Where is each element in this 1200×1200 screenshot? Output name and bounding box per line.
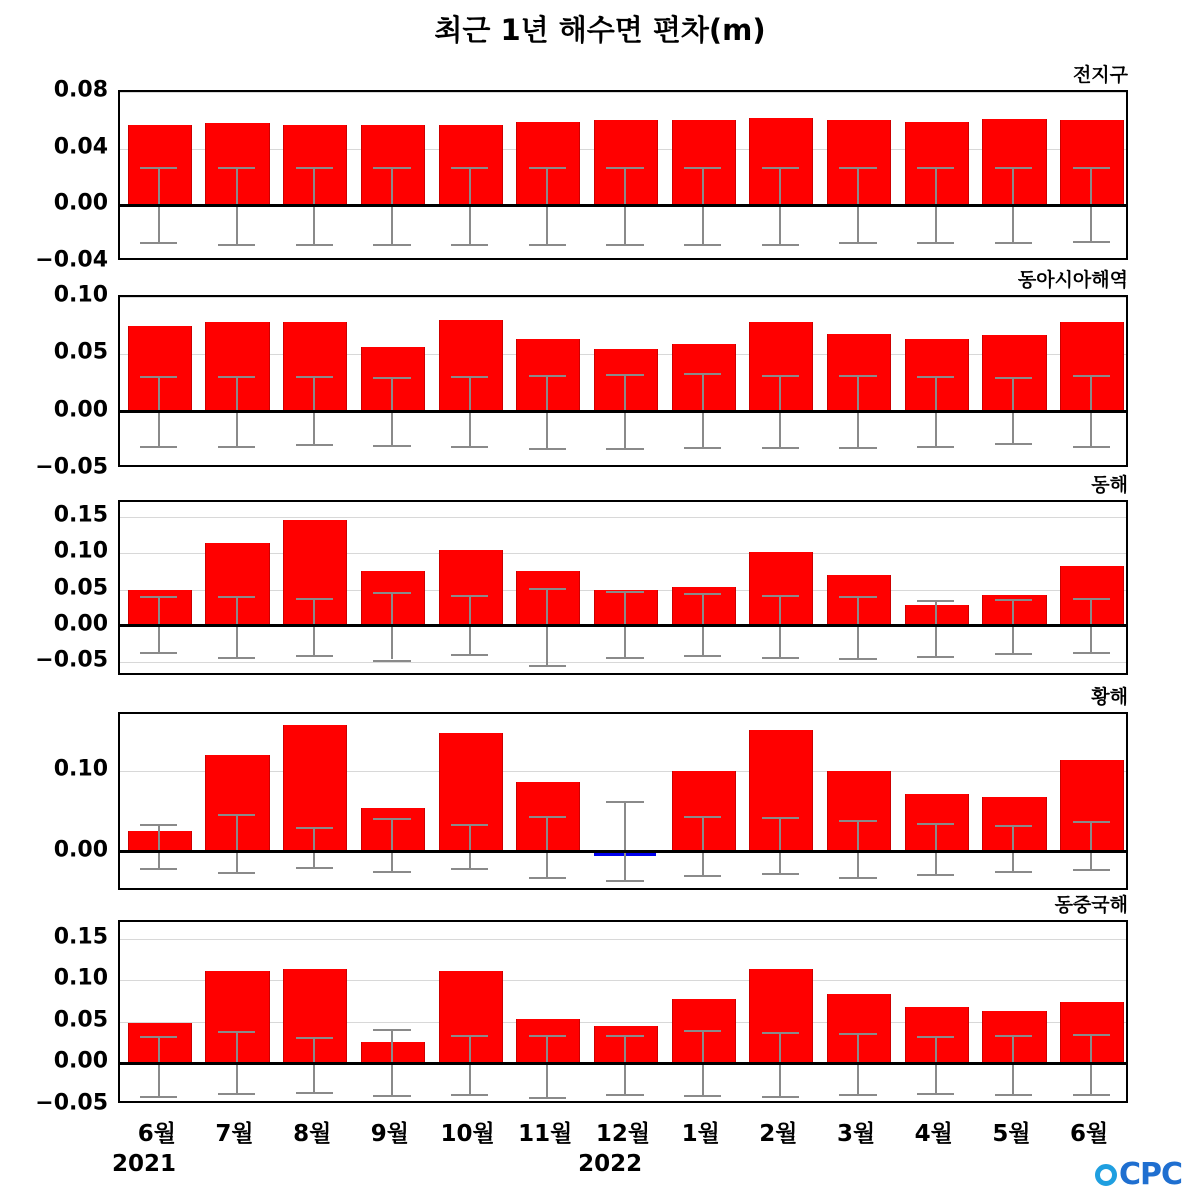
error-bar <box>158 824 160 868</box>
error-cap <box>684 447 721 449</box>
y-tick-label: 0.10 <box>53 538 108 564</box>
error-cap <box>218 1093 255 1095</box>
error-cap <box>451 167 488 169</box>
error-cap <box>684 1030 721 1032</box>
zero-line <box>120 1062 1126 1065</box>
error-bar <box>236 814 238 871</box>
gridline <box>120 1022 1126 1023</box>
error-cap <box>529 375 566 377</box>
error-cap <box>218 657 255 659</box>
error-cap <box>762 817 799 819</box>
error-cap <box>140 868 177 870</box>
x-tick-label: 10월 <box>440 1121 495 1147</box>
error-cap <box>140 446 177 448</box>
gridline <box>120 980 1126 981</box>
error-cap <box>684 373 721 375</box>
error-cap <box>529 877 566 879</box>
zero-line <box>120 624 1126 627</box>
y-tick-label: 0.15 <box>53 924 108 950</box>
error-cap <box>529 665 566 667</box>
error-cap <box>917 823 954 825</box>
panel-1 <box>0 259 1200 480</box>
error-cap <box>140 242 177 244</box>
x-tick-label: 9월 <box>370 1121 410 1147</box>
error-cap <box>296 1092 333 1094</box>
error-cap <box>606 657 643 659</box>
error-cap <box>296 867 333 869</box>
y-tick-label: 0.04 <box>53 134 108 160</box>
error-cap <box>839 1094 876 1096</box>
error-cap <box>995 653 1032 655</box>
error-bar <box>702 816 704 875</box>
x-tick-label: 11월 <box>518 1121 573 1147</box>
error-cap <box>917 600 954 602</box>
y-tick-label: 0.00 <box>53 1048 108 1074</box>
error-cap <box>373 445 410 447</box>
error-cap <box>995 871 1032 873</box>
error-cap <box>296 167 333 169</box>
error-cap <box>606 591 643 593</box>
error-cap <box>373 592 410 594</box>
error-cap <box>1073 446 1110 448</box>
error-cap <box>451 244 488 246</box>
error-cap <box>762 873 799 875</box>
plot-area <box>118 920 1128 1103</box>
gridline <box>120 92 1126 93</box>
logo-ring-icon <box>1095 1164 1117 1186</box>
error-cap <box>296 655 333 657</box>
x-tick-label: 4월 <box>914 1121 953 1147</box>
error-cap <box>995 599 1032 601</box>
error-cap <box>917 1093 954 1095</box>
error-cap <box>762 447 799 449</box>
error-cap <box>296 244 333 246</box>
error-cap <box>451 868 488 870</box>
plot-area <box>118 90 1128 260</box>
error-cap <box>373 660 410 662</box>
plot-area <box>118 712 1128 890</box>
error-cap <box>762 244 799 246</box>
error-cap <box>684 167 721 169</box>
error-cap <box>839 820 876 822</box>
error-cap <box>218 244 255 246</box>
y-tick-label: 0.15 <box>53 502 108 528</box>
zero-line <box>120 410 1126 413</box>
error-cap <box>529 244 566 246</box>
y-tick-label: 0.08 <box>53 77 108 103</box>
gridline <box>120 662 1126 663</box>
error-cap <box>917 242 954 244</box>
error-cap <box>917 1036 954 1038</box>
error-cap <box>839 167 876 169</box>
error-cap <box>917 446 954 448</box>
error-cap <box>995 825 1032 827</box>
gridline <box>120 297 1126 298</box>
plot-area <box>118 500 1128 675</box>
panel-3 <box>0 676 1200 894</box>
plot-area <box>118 295 1128 467</box>
bar <box>827 771 891 851</box>
gridline <box>120 771 1126 772</box>
y-tick-label: 0.05 <box>53 339 108 365</box>
error-cap <box>684 593 721 595</box>
error-cap <box>451 824 488 826</box>
error-cap <box>839 242 876 244</box>
panel-label: 동중국해 <box>1054 894 1128 916</box>
error-cap <box>1073 652 1110 654</box>
panel-4 <box>0 884 1200 1116</box>
error-cap <box>296 444 333 446</box>
error-cap <box>839 447 876 449</box>
error-cap <box>451 1094 488 1096</box>
error-cap <box>529 1097 566 1099</box>
error-cap <box>917 376 954 378</box>
error-bar <box>624 801 626 880</box>
error-cap <box>839 1033 876 1035</box>
y-tick-label: −0.05 <box>35 647 108 673</box>
zero-line <box>120 204 1126 207</box>
y-tick-label: 0.10 <box>53 756 108 782</box>
bar <box>827 575 891 626</box>
error-cap <box>373 1029 410 1031</box>
year-label: 2022 <box>578 1151 643 1177</box>
error-cap <box>140 824 177 826</box>
error-cap <box>762 1096 799 1098</box>
error-cap <box>839 596 876 598</box>
error-cap <box>373 1095 410 1097</box>
error-cap <box>529 1035 566 1037</box>
error-cap <box>1073 167 1110 169</box>
error-cap <box>140 1096 177 1098</box>
error-cap <box>140 652 177 654</box>
y-tick-label: −0.04 <box>35 247 108 273</box>
error-cap <box>529 816 566 818</box>
error-cap <box>1073 375 1110 377</box>
x-tick-label: 5월 <box>992 1121 1031 1147</box>
error-bar <box>1090 821 1092 869</box>
y-tick-label: −0.05 <box>35 1090 108 1116</box>
bar <box>827 334 891 412</box>
error-cap <box>917 656 954 658</box>
error-bar <box>158 1036 160 1096</box>
error-cap <box>218 1031 255 1033</box>
error-bar <box>779 817 781 874</box>
y-tick-label: 0.00 <box>53 837 108 863</box>
gridline <box>120 517 1126 518</box>
error-cap <box>451 1035 488 1037</box>
error-bar <box>1012 825 1014 871</box>
bar <box>827 120 891 205</box>
error-cap <box>140 1036 177 1038</box>
error-cap <box>917 167 954 169</box>
y-tick-label: 0.00 <box>53 190 108 216</box>
error-cap <box>995 1035 1032 1037</box>
error-bar <box>546 816 548 877</box>
error-cap <box>839 375 876 377</box>
error-cap <box>1073 241 1110 243</box>
error-cap <box>606 1094 643 1096</box>
error-cap <box>529 588 566 590</box>
error-cap <box>373 818 410 820</box>
error-cap <box>684 655 721 657</box>
x-tick-label: 1월 <box>681 1121 720 1147</box>
bar <box>827 994 891 1063</box>
error-cap <box>606 1035 643 1037</box>
y-tick-label: 0.05 <box>53 575 108 600</box>
error-cap <box>684 1095 721 1097</box>
y-tick-label: 0.05 <box>53 1007 108 1033</box>
x-tick-label: 2월 <box>759 1121 798 1147</box>
page-title: 최근 1년 해수면 편차(m) <box>434 13 766 47</box>
error-cap <box>995 167 1032 169</box>
error-cap <box>606 880 643 882</box>
error-cap <box>451 595 488 597</box>
cpc-logo <box>1095 1157 1182 1192</box>
error-bar <box>546 1035 548 1097</box>
error-bar <box>391 818 393 871</box>
error-cap <box>995 377 1032 379</box>
error-cap <box>451 446 488 448</box>
x-tick-label: 6월 <box>1070 1121 1109 1147</box>
error-cap <box>373 377 410 379</box>
error-cap <box>762 595 799 597</box>
y-tick-label: −0.05 <box>35 454 108 480</box>
error-cap <box>995 242 1032 244</box>
error-cap <box>218 596 255 598</box>
gridline <box>120 939 1126 940</box>
error-cap <box>140 376 177 378</box>
error-cap <box>606 374 643 376</box>
error-bar <box>469 824 471 868</box>
error-cap <box>762 1032 799 1034</box>
error-cap <box>839 658 876 660</box>
panel-label: 동아시아해역 <box>1017 269 1128 291</box>
error-cap <box>296 827 333 829</box>
error-cap <box>606 448 643 450</box>
error-cap <box>1073 821 1110 823</box>
panel-label: 황해 <box>1091 686 1128 708</box>
x-tick-label: 12월 <box>595 1121 651 1147</box>
error-cap <box>606 244 643 246</box>
error-bar <box>935 600 937 655</box>
error-bar <box>857 820 859 877</box>
error-cap <box>140 167 177 169</box>
error-cap <box>140 596 177 598</box>
error-cap <box>296 598 333 600</box>
error-cap <box>218 872 255 874</box>
error-cap <box>684 244 721 246</box>
x-tick-label: 6월 <box>137 1121 176 1147</box>
error-cap <box>373 871 410 873</box>
error-cap <box>995 1094 1032 1096</box>
zero-line <box>120 850 1126 853</box>
y-tick-label: 0.00 <box>53 397 108 423</box>
y-tick-label: 0.10 <box>53 282 108 308</box>
panel-0 <box>0 54 1200 273</box>
error-bar <box>313 827 315 867</box>
error-cap <box>529 167 566 169</box>
error-cap <box>762 657 799 659</box>
panel-label: 전지구 <box>1072 64 1128 86</box>
error-cap <box>1073 869 1110 871</box>
error-cap <box>762 167 799 169</box>
error-cap <box>606 801 643 803</box>
error-cap <box>606 167 643 169</box>
error-cap <box>684 816 721 818</box>
error-cap <box>684 875 721 877</box>
x-tick-label: 7월 <box>215 1121 254 1147</box>
error-cap <box>1073 598 1110 600</box>
error-cap <box>373 244 410 246</box>
x-tick-label: 3월 <box>836 1121 876 1147</box>
logo-text: CPC <box>1118 1157 1182 1192</box>
x-tick-label: 8월 <box>293 1121 332 1147</box>
error-cap <box>451 376 488 378</box>
error-cap <box>529 448 566 450</box>
panel-label: 동해 <box>1091 474 1128 496</box>
error-cap <box>218 446 255 448</box>
error-cap <box>1073 1094 1110 1096</box>
y-tick-label: 0.00 <box>53 611 108 637</box>
panel-2 <box>0 464 1200 679</box>
error-cap <box>1073 1034 1110 1036</box>
error-cap <box>296 1037 333 1039</box>
year-label: 2021 <box>112 1151 177 1177</box>
error-cap <box>839 877 876 879</box>
error-cap <box>296 376 333 378</box>
y-tick-label: 0.10 <box>53 965 108 991</box>
error-cap <box>218 814 255 816</box>
error-cap <box>451 654 488 656</box>
error-cap <box>373 167 410 169</box>
error-cap <box>995 443 1032 445</box>
error-cap <box>218 167 255 169</box>
error-cap <box>218 376 255 378</box>
gridline <box>120 553 1126 554</box>
error-cap <box>762 375 799 377</box>
error-bar <box>935 823 937 874</box>
error-cap <box>917 874 954 876</box>
